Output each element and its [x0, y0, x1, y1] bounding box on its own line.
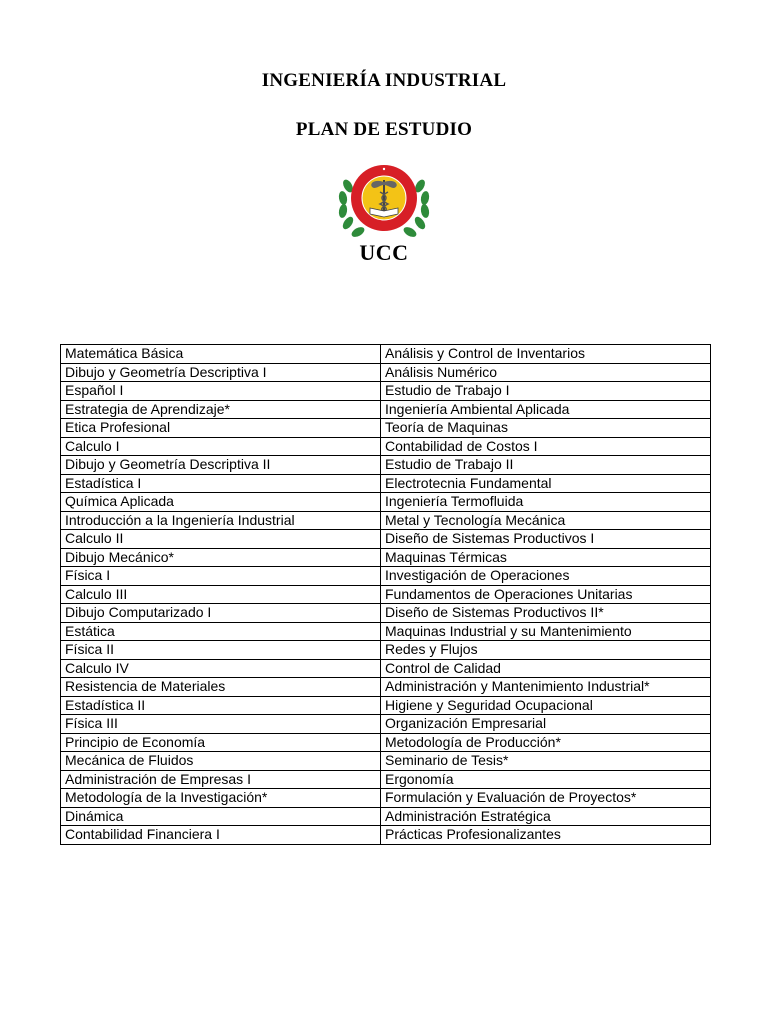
- table-row: [61, 752, 711, 771]
- course-cell-left: Etica Profesional: [61, 419, 381, 438]
- curriculum-table: [60, 344, 711, 845]
- course-cell-right: Análisis y Control de Inventarios: [381, 345, 711, 364]
- course-cell-right: Redes y Flujos: [381, 641, 711, 660]
- course-cell-right: Prácticas Profesionalizantes: [381, 826, 711, 845]
- table-row: [61, 511, 711, 530]
- table-row: [61, 733, 711, 752]
- course-cell-right: Formulación y Evaluación de Proyectos*: [381, 789, 711, 808]
- course-cell-left: Resistencia de Materiales: [61, 678, 381, 697]
- course-cell-left: Metodología de la Investigación*: [61, 789, 381, 808]
- course-cell-left: Matemática Básica: [61, 345, 381, 364]
- table-row: [61, 641, 711, 660]
- table-row: [61, 548, 711, 567]
- course-cell-right: Administración y Mantenimiento Industrial*: [381, 678, 711, 697]
- course-cell-left: Estrategia de Aprendizaje*: [61, 400, 381, 419]
- course-cell-left: Español I: [61, 382, 381, 401]
- course-cell-right: Ergonomía: [381, 770, 711, 789]
- course-cell-left: Calculo II: [61, 530, 381, 549]
- logo-text: UCC: [359, 240, 409, 265]
- course-cell-right: Maquinas Térmicas: [381, 548, 711, 567]
- course-cell-left: Estadística I: [61, 474, 381, 493]
- course-cell-left: Estadística II: [61, 696, 381, 715]
- course-cell-right: Estudio de Trabajo I: [381, 382, 711, 401]
- table-row: [61, 622, 711, 641]
- course-cell-right: Higiene y Seguridad Ocupacional: [381, 696, 711, 715]
- course-cell-right: Análisis Numérico: [381, 363, 711, 382]
- course-cell-right: Seminario de Tesis*: [381, 752, 711, 771]
- course-cell-left: Física III: [61, 715, 381, 734]
- table-row: [61, 382, 711, 401]
- course-cell-right: Fundamentos de Operaciones Unitarias: [381, 585, 711, 604]
- table-row: [61, 715, 711, 734]
- course-cell-right: Metal y Tecnología Mecánica: [381, 511, 711, 530]
- table-row: [61, 400, 711, 419]
- course-cell-right: Ingeniería Ambiental Aplicada: [381, 400, 711, 419]
- course-cell-right: Diseño de Sistemas Productivos I: [381, 530, 711, 549]
- course-cell-right: Electrotecnia Fundamental: [381, 474, 711, 493]
- course-cell-left: Dinámica: [61, 807, 381, 826]
- table-row: [61, 419, 711, 438]
- table-row: [61, 826, 711, 845]
- course-cell-right: Estudio de Trabajo II: [381, 456, 711, 475]
- course-cell-left: Dibujo Mecánico*: [61, 548, 381, 567]
- course-cell-right: Diseño de Sistemas Productivos II*: [381, 604, 711, 623]
- course-cell-left: Calculo III: [61, 585, 381, 604]
- table-row: [61, 585, 711, 604]
- table-row: [61, 696, 711, 715]
- table-row: [61, 789, 711, 808]
- table-row: [61, 474, 711, 493]
- table-row: [61, 807, 711, 826]
- course-cell-left: Introducción a la Ingeniería Industrial: [61, 511, 381, 530]
- course-cell-right: Ingeniería Termofluida: [381, 493, 711, 512]
- course-cell-left: Física I: [61, 567, 381, 586]
- course-cell-left: Calculo I: [61, 437, 381, 456]
- course-cell-right: Teoría de Maquinas: [381, 419, 711, 438]
- course-cell-left: Calculo IV: [61, 659, 381, 678]
- course-cell-left: Dibujo y Geometría Descriptiva II: [61, 456, 381, 475]
- table-row: [61, 530, 711, 549]
- course-cell-left: Dibujo y Geometría Descriptiva I: [61, 363, 381, 382]
- course-cell-left: Química Aplicada: [61, 493, 381, 512]
- table-row: [61, 567, 711, 586]
- table-row: [61, 493, 711, 512]
- table-row: [61, 604, 711, 623]
- table-row: [61, 363, 711, 382]
- course-cell-left: Física II: [61, 641, 381, 660]
- course-cell-left: Administración de Empresas I: [61, 770, 381, 789]
- table-row: [61, 437, 711, 456]
- course-cell-right: Administración Estratégica: [381, 807, 711, 826]
- course-cell-right: Maquinas Industrial y su Mantenimiento: [381, 622, 711, 641]
- course-cell-right: Investigación de Operaciones: [381, 567, 711, 586]
- table-row: [61, 456, 711, 475]
- page-title: INGENIERÍA INDUSTRIAL: [261, 70, 507, 91]
- course-cell-left: Estática: [61, 622, 381, 641]
- course-cell-right: Contabilidad de Costos I: [381, 437, 711, 456]
- course-cell-right: Organización Empresarial: [381, 715, 711, 734]
- table-row: [61, 659, 711, 678]
- table-row: [61, 770, 711, 789]
- page-subtitle: PLAN DE ESTUDIO: [295, 119, 473, 140]
- course-cell-right: Control de Calidad: [381, 659, 711, 678]
- course-cell-right: Metodología de Producción*: [381, 733, 711, 752]
- table-row: [61, 345, 711, 364]
- course-cell-left: Mecánica de Fluidos: [61, 752, 381, 771]
- course-cell-left: Contabilidad Financiera I: [61, 826, 381, 845]
- course-cell-left: Principio de Economía: [61, 733, 381, 752]
- table-row: [61, 678, 711, 697]
- course-cell-left: Dibujo Computarizado I: [61, 604, 381, 623]
